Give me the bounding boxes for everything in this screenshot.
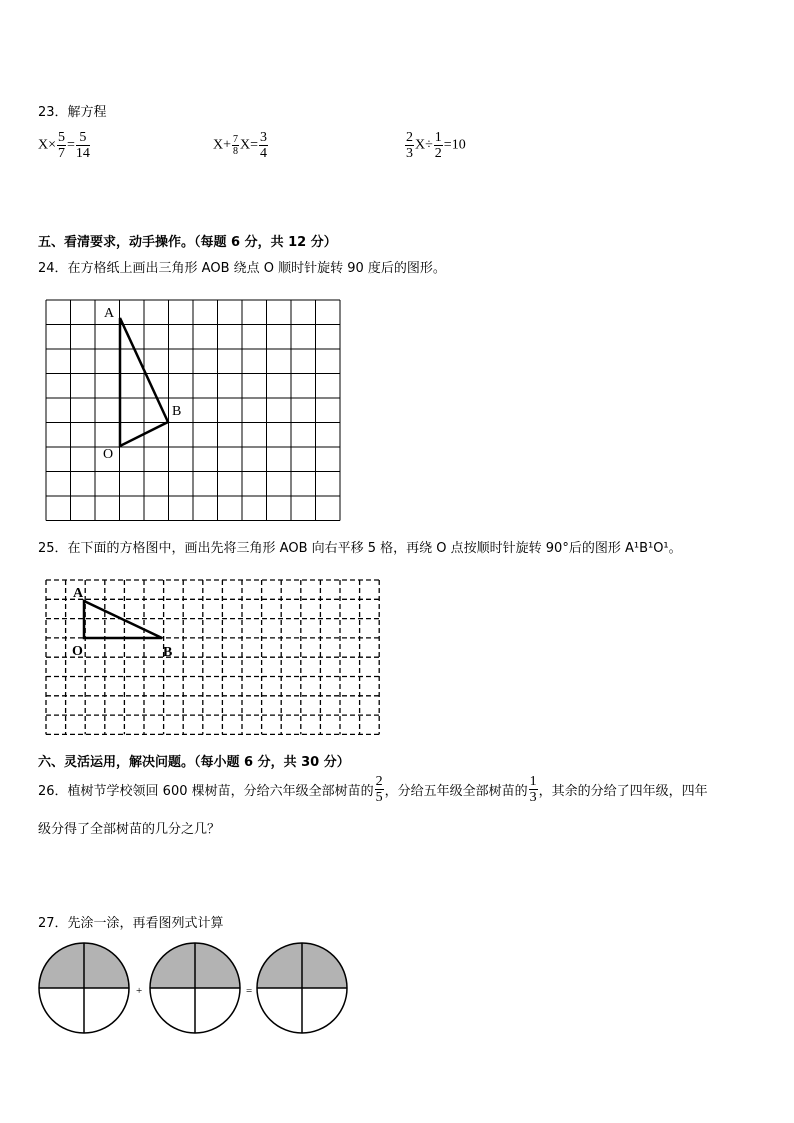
q27-text: 27．先涂一涂，再看图列式计算 xyxy=(38,916,224,931)
q26-part3: ，其余的分给了四年级，四年 xyxy=(538,784,708,799)
q26-frac2-num: 1 xyxy=(529,774,537,789)
q24-label-o: O xyxy=(103,447,114,462)
q25-text: 25．在下面的方格图中，画出先将三角形 AOB 向右平移 5 格，再绕 O 点按顺时针旋转 90°后的图形 A¹B¹O¹。 xyxy=(38,541,682,556)
q26-frac1-den: 5 xyxy=(375,790,383,805)
eq3-den1: 3 xyxy=(406,146,413,161)
q24-grid xyxy=(46,300,340,521)
q25-label-o: O xyxy=(72,644,83,659)
q24-label-a: A xyxy=(104,306,115,321)
eq2-den2: 4 xyxy=(260,146,268,161)
q26-line-1 xyxy=(38,774,708,805)
q23-equation-3 xyxy=(404,130,466,161)
q25-label-b: B xyxy=(163,645,173,660)
q27-circles xyxy=(39,943,347,1033)
q23-title: 23．解方程 xyxy=(38,105,107,120)
eq2-den1: 8 xyxy=(233,146,239,157)
eq3-x: X÷ xyxy=(415,137,433,153)
eq3-rest: =10 xyxy=(443,137,466,153)
section-6-title: 六、灵活运用，解决问题。（每小题 6 分，共 30 分） xyxy=(38,755,350,770)
q26-line-2: 级分得了全部树苗的几分之几？ xyxy=(38,822,221,837)
eq2-x: X+ xyxy=(213,137,232,153)
eq2-x2: X= xyxy=(240,137,259,153)
eq1-num1: 5 xyxy=(58,130,66,145)
eq2-num1: 7 xyxy=(233,134,239,145)
q24-label-b: B xyxy=(172,404,182,419)
q27-circles-figure xyxy=(38,940,358,1036)
q25-label-a: A xyxy=(73,586,84,601)
eq3-num1: 2 xyxy=(406,130,413,145)
q26-frac1-num: 2 xyxy=(375,774,383,789)
eq1-den2: 14 xyxy=(75,146,90,161)
q23-equation-1 xyxy=(38,130,91,161)
eq1-den1: 7 xyxy=(58,146,66,161)
eq1-x: X× xyxy=(38,137,57,153)
q25-grid xyxy=(46,580,379,734)
eq3-den2: 2 xyxy=(434,146,442,161)
q26-part1: 26．植树节学校领回 600 棵树苗，分给六年级全部树苗的 xyxy=(38,784,374,799)
q24-grid-figure xyxy=(40,296,344,522)
eq1-equals: = xyxy=(67,137,75,153)
eq2-num2: 3 xyxy=(260,130,268,145)
q25-grid-figure xyxy=(40,576,384,738)
eq3-num2: 1 xyxy=(434,130,442,145)
q26-part2: ，分给五年级全部树苗的 xyxy=(384,784,528,799)
q27-equals-sign: = xyxy=(246,985,253,997)
q23-equation-2 xyxy=(213,130,269,161)
q27-plus-sign: + xyxy=(136,985,143,997)
q24-text: 24．在方格纸上画出三角形 AOB 绕点 O 顺时针旋转 90 度后的图形。 xyxy=(38,261,446,276)
q26-frac2-den: 3 xyxy=(529,790,537,805)
q25-triangle-aob xyxy=(84,601,162,638)
section-5-title: 五、看清要求，动手操作。（每题 6 分，共 12 分） xyxy=(38,235,337,250)
eq1-num2: 5 xyxy=(76,130,90,146)
